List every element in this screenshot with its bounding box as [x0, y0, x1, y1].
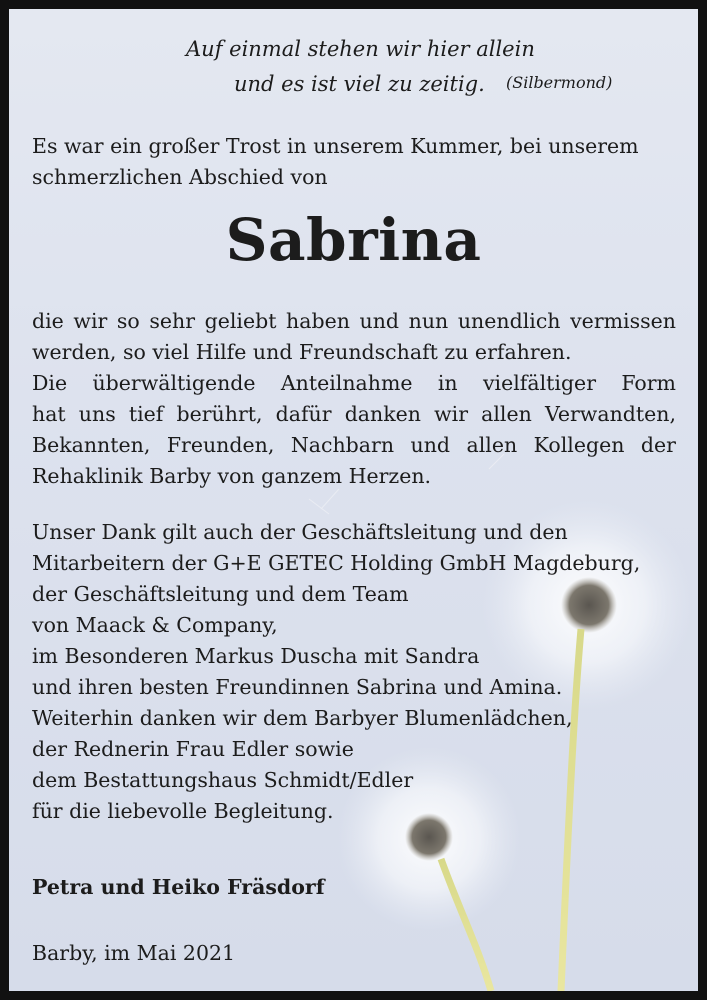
text-line: der Geschäftsleitung und dem Team [32, 582, 409, 606]
text-line: Unser Dank gilt auch der Geschäftsleitung und den [32, 520, 568, 544]
text-line: von Maack & Company, [32, 613, 278, 637]
intro-paragraph [32, 131, 676, 193]
thanks-paragraph-1 [32, 306, 676, 492]
quote-line-1: Auf einmal stehen wir hier allein [186, 37, 535, 61]
intro-line: schmerzlichen Abschied von [32, 165, 328, 189]
quote-source: (Silbermond) [506, 73, 613, 92]
text-line: hat uns tief berührt, dafür danken wir allen Verwandten, [32, 402, 676, 426]
intro-line: Es war ein großer Trost in unserem Kummer, bei unserem [32, 134, 639, 158]
text-line: für die liebevolle Begleitung. [32, 799, 334, 823]
place-date: Barby, im Mai 2021 [32, 941, 236, 965]
signature: Petra und Heiko Fräsdorf [32, 875, 325, 899]
text-line: die wir so sehr geliebt haben und nun unendlich vermissen [32, 309, 676, 333]
text-line: Bekannten, Freunden, Nachbarn und allen Kollegen der [32, 433, 676, 457]
text-line: Die überwältigende Anteilnahme in vielfältiger Form [32, 371, 676, 395]
text-line: Rehaklinik Barby von ganzem Herzen. [32, 464, 432, 488]
text-line: im Besonderen Markus Duscha mit Sandra [32, 644, 480, 668]
text-line: Mitarbeitern der G+E GETEC Holding GmbH Magdeburg, [32, 551, 641, 575]
thanks-paragraph-2 [32, 517, 640, 827]
deceased-name: Sabrina [225, 206, 482, 274]
quote-line-2: und es ist viel zu zeitig. [234, 72, 485, 96]
text-line: dem Bestattungshaus Schmidt/Edler [32, 768, 414, 792]
text-line: und ihren besten Freundinnen Sabrina und Amina. [32, 675, 563, 699]
text-line: werden, so viel Hilfe und Freundschaft zu erfahren. [32, 340, 572, 364]
text-line: Weiterhin danken wir dem Barbyer Blumenlädchen, [32, 706, 573, 730]
text-line: der Rednerin Frau Edler sowie [32, 737, 354, 761]
